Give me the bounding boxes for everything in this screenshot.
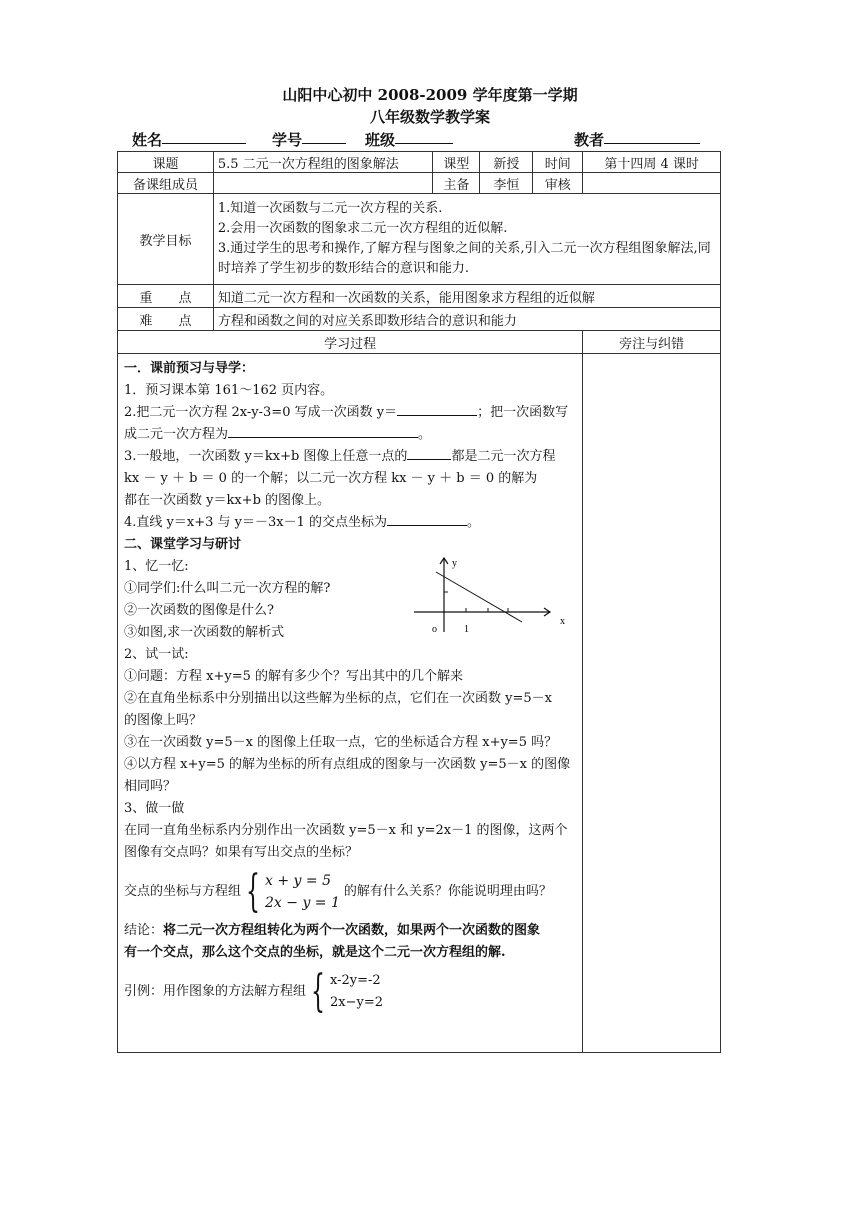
process-row bbox=[118, 354, 721, 1053]
answer-blank bbox=[387, 512, 467, 526]
type-value: 新授 bbox=[480, 152, 533, 173]
text: ；把一次函数写 bbox=[477, 405, 569, 420]
recall-q2: ②一次函数的图像是什么? bbox=[124, 603, 274, 618]
lead-label: 主备 bbox=[433, 173, 480, 194]
try-q1: ①问题：方程 x+y=5 的解有多少个？写出其中的几个解来 bbox=[124, 669, 463, 684]
process-content bbox=[118, 354, 583, 1053]
text: 成二元一次方程为 bbox=[124, 427, 229, 442]
notes-column bbox=[583, 354, 721, 1053]
teacher-label: 教者 bbox=[574, 131, 605, 149]
equation: 2x−y=2 bbox=[330, 995, 384, 1010]
text: 。 bbox=[418, 427, 432, 442]
key-label: 重 点 bbox=[118, 285, 214, 308]
notes-label: 旁注与纠错 bbox=[583, 331, 721, 354]
process-label: 学习过程 bbox=[118, 331, 583, 354]
recall-block bbox=[124, 556, 576, 644]
x-axis-label: x bbox=[560, 616, 565, 627]
name-field bbox=[132, 129, 162, 150]
type-label: 课型 bbox=[433, 152, 480, 173]
section-1-title: 一．课前预习与导学： bbox=[124, 361, 255, 376]
id-label: 学号 bbox=[272, 131, 303, 149]
goal-item: 3.通过学生的思考和操作,了解方程与图象之间的关系,引入二元一次方程组图象解法,同时培养了学生初步的数形结合的意识和能力. bbox=[217, 241, 711, 276]
system-prefix: 交点的坐标与方程组 bbox=[124, 884, 242, 899]
unit-label: 1 bbox=[464, 624, 469, 635]
preview-item-2 bbox=[124, 402, 576, 424]
conclusion-prefix: 结论： bbox=[124, 923, 164, 938]
recall-q1: ①同学们:什么叫二元一次方程的解? bbox=[124, 581, 331, 596]
name-label: 姓名 bbox=[132, 131, 163, 149]
try-q2: ②在直角坐标系中分别描出以这些解为坐标的点，它们在一次函数 y=5－x bbox=[124, 691, 552, 706]
do-task: 在同一直角坐标系内分别作出一次函数 y=5－x 和 y=2x－1 的图像，这两个 bbox=[124, 823, 568, 838]
try-q3: ③在一次函数 y=5－x 的图像上任取一点，它的坐标适合方程 x+y=5 吗？ bbox=[124, 735, 558, 750]
try-q4: ④以方程 x+y=5 的解为坐标的所有点组成的图象与一次函数 y=5－x 的图像 bbox=[124, 757, 571, 772]
equation: x-2y=-2 bbox=[330, 973, 381, 988]
goal-item: 1.知道一次函数与二元一次方程的关系. bbox=[217, 201, 443, 216]
class-label: 班级 bbox=[365, 131, 396, 149]
answer-blank bbox=[228, 424, 418, 438]
time-value: 第十四周 4 课时 bbox=[583, 152, 721, 173]
do-task-cont: 图像有交点吗？如果有写出交点的坐标？ bbox=[124, 845, 359, 860]
equation: x + y = 5 bbox=[265, 873, 331, 889]
system-suffix: 的解有什么关系？你能说明理由吗？ bbox=[343, 884, 552, 899]
key-value: 知道二元一次方程和一次函数的关系，能用图象求方程组的近似解 bbox=[213, 285, 720, 308]
time-label: 时间 bbox=[533, 152, 583, 173]
page-title: 山阳中心初中 2008-2009 学年度第一学期 bbox=[282, 86, 578, 104]
answer-blank bbox=[397, 402, 477, 416]
brace-icon: { bbox=[246, 866, 261, 917]
review-label: 审核 bbox=[533, 173, 583, 194]
id-blank bbox=[302, 129, 346, 144]
conclusion bbox=[124, 920, 576, 942]
text: 都是二元一次方程 bbox=[451, 449, 556, 464]
members-value bbox=[213, 173, 433, 194]
goals-list bbox=[213, 194, 720, 285]
goals-label: 教学目标 bbox=[118, 194, 214, 285]
section-2-title: 二、课堂学习与研讨 bbox=[124, 537, 242, 552]
id-field bbox=[272, 129, 302, 150]
y-axis-label: y bbox=[452, 558, 457, 569]
preview-item-3-cont: kx － y ＋ b ＝ 0 的一个解；以二元一次方程 kx － y ＋ b ＝ 0 的解为 bbox=[124, 471, 538, 486]
recall-heading: 1、忆一忆: bbox=[124, 559, 189, 574]
class-field bbox=[365, 129, 395, 150]
brace-icon: { bbox=[311, 966, 326, 1017]
lesson-plan-table bbox=[117, 151, 721, 1053]
goal-item: 2.会用一次函数的图象求二元一次方程组的近似解. bbox=[217, 221, 508, 236]
system-question bbox=[124, 866, 576, 917]
conclusion-cont: 有一个交点，那么这个交点的坐标，就是这个二元一次方程组的解. bbox=[124, 945, 506, 960]
difficulty-row bbox=[118, 308, 721, 331]
text: 2.把二元一次方程 2x-y-3=0 写成一次函数 y＝ bbox=[124, 405, 398, 420]
try-q2-cont: 的图像上吗？ bbox=[124, 713, 203, 728]
equation-system bbox=[265, 870, 340, 914]
try-heading: 2、试一试: bbox=[124, 647, 189, 662]
text: 3.一般地，一次函数 y＝kx+b 图像上任意一点的 bbox=[124, 449, 408, 464]
text: 。 bbox=[467, 515, 481, 530]
example-prefix: 引例：用作图象的方法解方程组 bbox=[124, 984, 307, 999]
members-row bbox=[118, 173, 721, 194]
example-system bbox=[330, 970, 383, 1014]
equation: 2x − y = 1 bbox=[265, 895, 340, 911]
members-label: 备课组成员 bbox=[118, 173, 214, 194]
topic-row bbox=[118, 152, 721, 173]
teacher-field bbox=[574, 129, 604, 150]
try-q4-cont: 相同吗？ bbox=[124, 779, 177, 794]
preview-item-3-cont: 都在一次函数 y＝kx+b 的图像上。 bbox=[124, 493, 331, 508]
text: 4.直线 y＝x+3 与 y＝－3x－1 的交点坐标为 bbox=[124, 515, 387, 530]
name-blank bbox=[162, 129, 246, 144]
preview-item-1: 1．预习课本第 161～162 页内容。 bbox=[124, 383, 334, 398]
class-blank bbox=[395, 129, 453, 144]
preview-item-3 bbox=[124, 446, 576, 468]
goals-row bbox=[118, 194, 721, 285]
preview-item-4 bbox=[124, 512, 576, 534]
difficulty-label: 难 点 bbox=[118, 308, 214, 331]
page-subtitle: 八年级数学教学案 bbox=[369, 108, 490, 126]
example-block bbox=[124, 966, 576, 1017]
do-heading: 3、做一做 bbox=[124, 801, 185, 816]
review-value bbox=[583, 173, 721, 194]
teacher-blank bbox=[604, 129, 700, 144]
process-header-row bbox=[118, 331, 721, 354]
function-line bbox=[436, 572, 522, 622]
origin-label: o bbox=[432, 624, 437, 635]
difficulty-value: 方程和函数之间的对应关系即数形结合的意识和能力 bbox=[213, 308, 720, 331]
topic-value: 5.5 二元一次方程组的图象解法 bbox=[213, 152, 433, 173]
preview-item-2-cont bbox=[124, 424, 576, 446]
lead-value: 李恒 bbox=[480, 173, 533, 194]
conclusion-text: 将二元一次方程组转化为两个一次函数，如果两个一次函数的图象 bbox=[163, 923, 541, 938]
recall-text bbox=[124, 556, 414, 644]
key-row bbox=[118, 285, 721, 308]
topic-label: 课题 bbox=[118, 152, 214, 173]
linear-function-graph bbox=[404, 552, 574, 640]
recall-q3: ③如图,求一次函数的解析式 bbox=[124, 625, 285, 640]
answer-blank bbox=[407, 446, 451, 460]
